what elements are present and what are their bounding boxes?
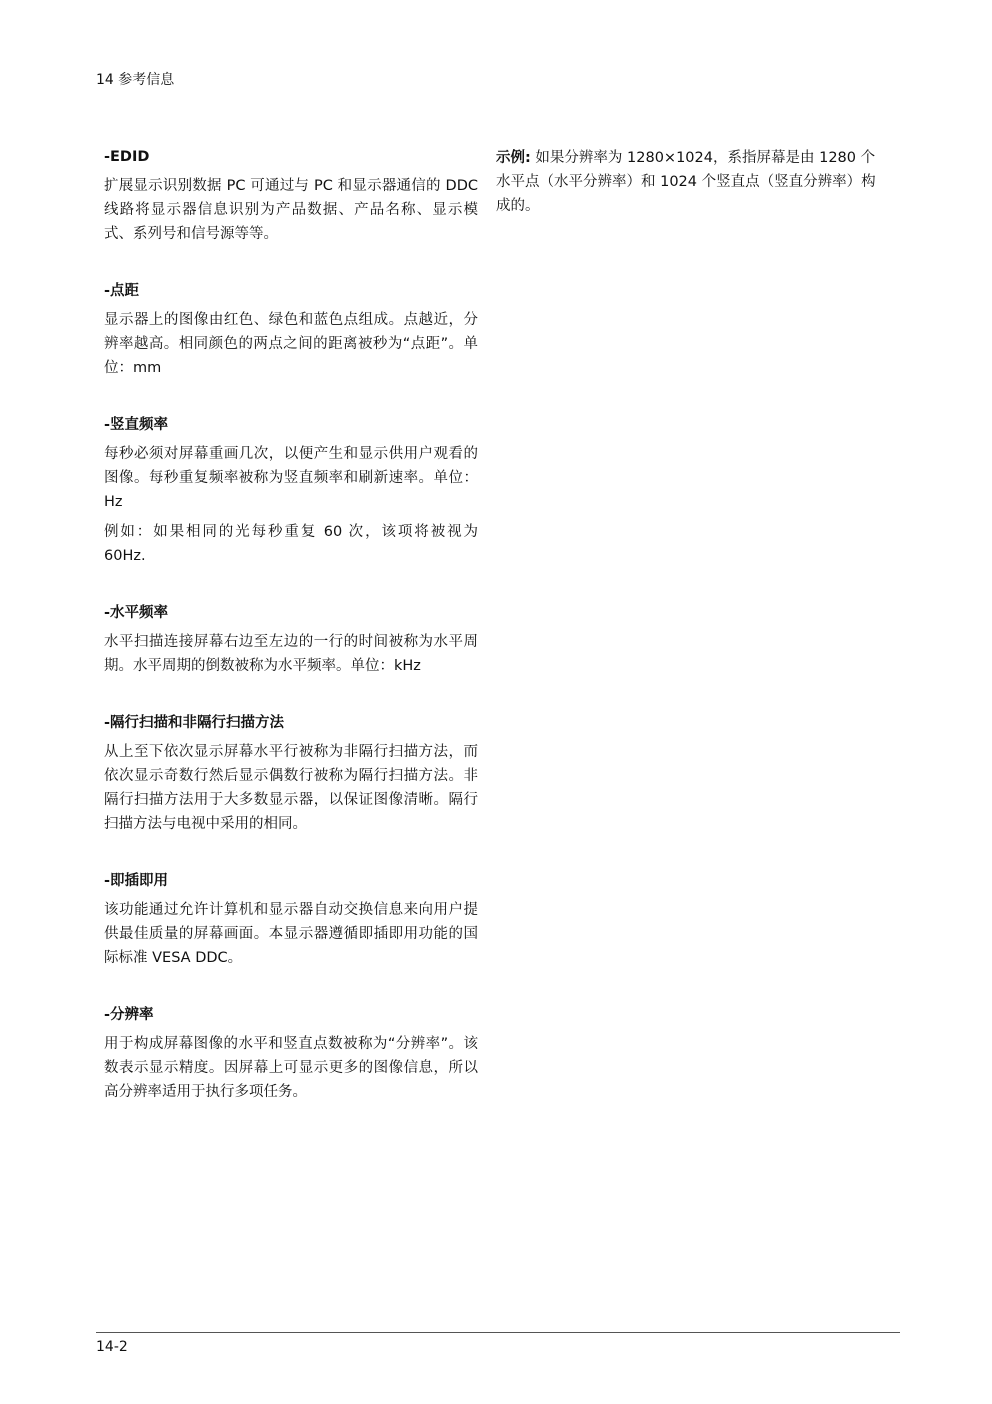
section-title: -隔行扫描和非隔行扫描方法: [104, 715, 285, 731]
example-note: [496, 146, 886, 218]
left-column: [104, 146, 478, 1138]
section-title: -竖直频率: [104, 417, 169, 433]
section-paragraph: 水平扫描连接屏幕右边至左边的一行的时间被称为水平周期。水平周期的倒数被称为水平频率。单位：kHz: [104, 634, 478, 674]
section-vertical-frequency: [104, 414, 478, 568]
section-title: -点距: [104, 283, 140, 299]
section-title: -即插即用: [104, 873, 169, 889]
section-dot-pitch: [104, 280, 478, 380]
section-paragraph: 该功能通过允许计算机和显示器自动交换信息来向用户提供最佳质量的屏幕画面。本显示器遵循即插即用功能的国际标准 VESA DDC。: [104, 902, 478, 966]
section-title: -EDID: [104, 149, 150, 165]
section-paragraph: 用于构成屏幕图像的水平和竖直点数被称为“分辨率”。该数表示显示精度。因屏幕上可显示更多的图像信息，所以高分辨率适用于执行多项任务。: [104, 1036, 478, 1100]
section-paragraph: 扩展显示识别数据 PC 可通过与 PC 和显示器通信的 DDC 线路将显示器信息识别为产品数据、产品名称、显示模式、系列号和信号源等等。: [104, 178, 478, 242]
section-title: -分辨率: [104, 1007, 154, 1023]
page-number: 14-2: [96, 1339, 128, 1355]
right-column: [496, 146, 886, 218]
section-paragraph: 每秒必须对屏幕重画几次，以便产生和显示供用户观看的图像。每秒重复频率被称为竖直频率和刷新速率。单位：Hz: [104, 446, 478, 510]
example-note-label: 示例:: [496, 150, 531, 166]
section-interlace: [104, 712, 478, 836]
section-edid: [104, 146, 478, 246]
section-paragraph-example: 例如：如果相同的光每秒重复 60 次，该项将被视为 60Hz.: [104, 524, 478, 564]
example-note-text: 如果分辨率为 1280×1024，系指屏幕是由 1280 个水平点（水平分辨率）和 1024 个竖直点（竖直分辨率）构成的。: [496, 150, 876, 214]
chapter-header: 14 参考信息: [96, 72, 175, 88]
section-plug-and-play: [104, 870, 478, 970]
footer-divider: [96, 1332, 900, 1333]
section-resolution: [104, 1004, 478, 1104]
section-paragraph: 从上至下依次显示屏幕水平行被称为非隔行扫描方法，而依次显示奇数行然后显示偶数行被称为隔行扫描方法。非隔行扫描方法用于大多数显示器，以保证图像清晰。隔行扫描方法与电视中采用的相同。: [104, 744, 478, 832]
section-horizontal-frequency: [104, 602, 478, 678]
section-title: -水平频率: [104, 605, 169, 621]
section-paragraph: 显示器上的图像由红色、绿色和蓝色点组成。点越近，分辨率越高。相同颜色的两点之间的距离被秒为“点距”。单位：mm: [104, 312, 478, 376]
